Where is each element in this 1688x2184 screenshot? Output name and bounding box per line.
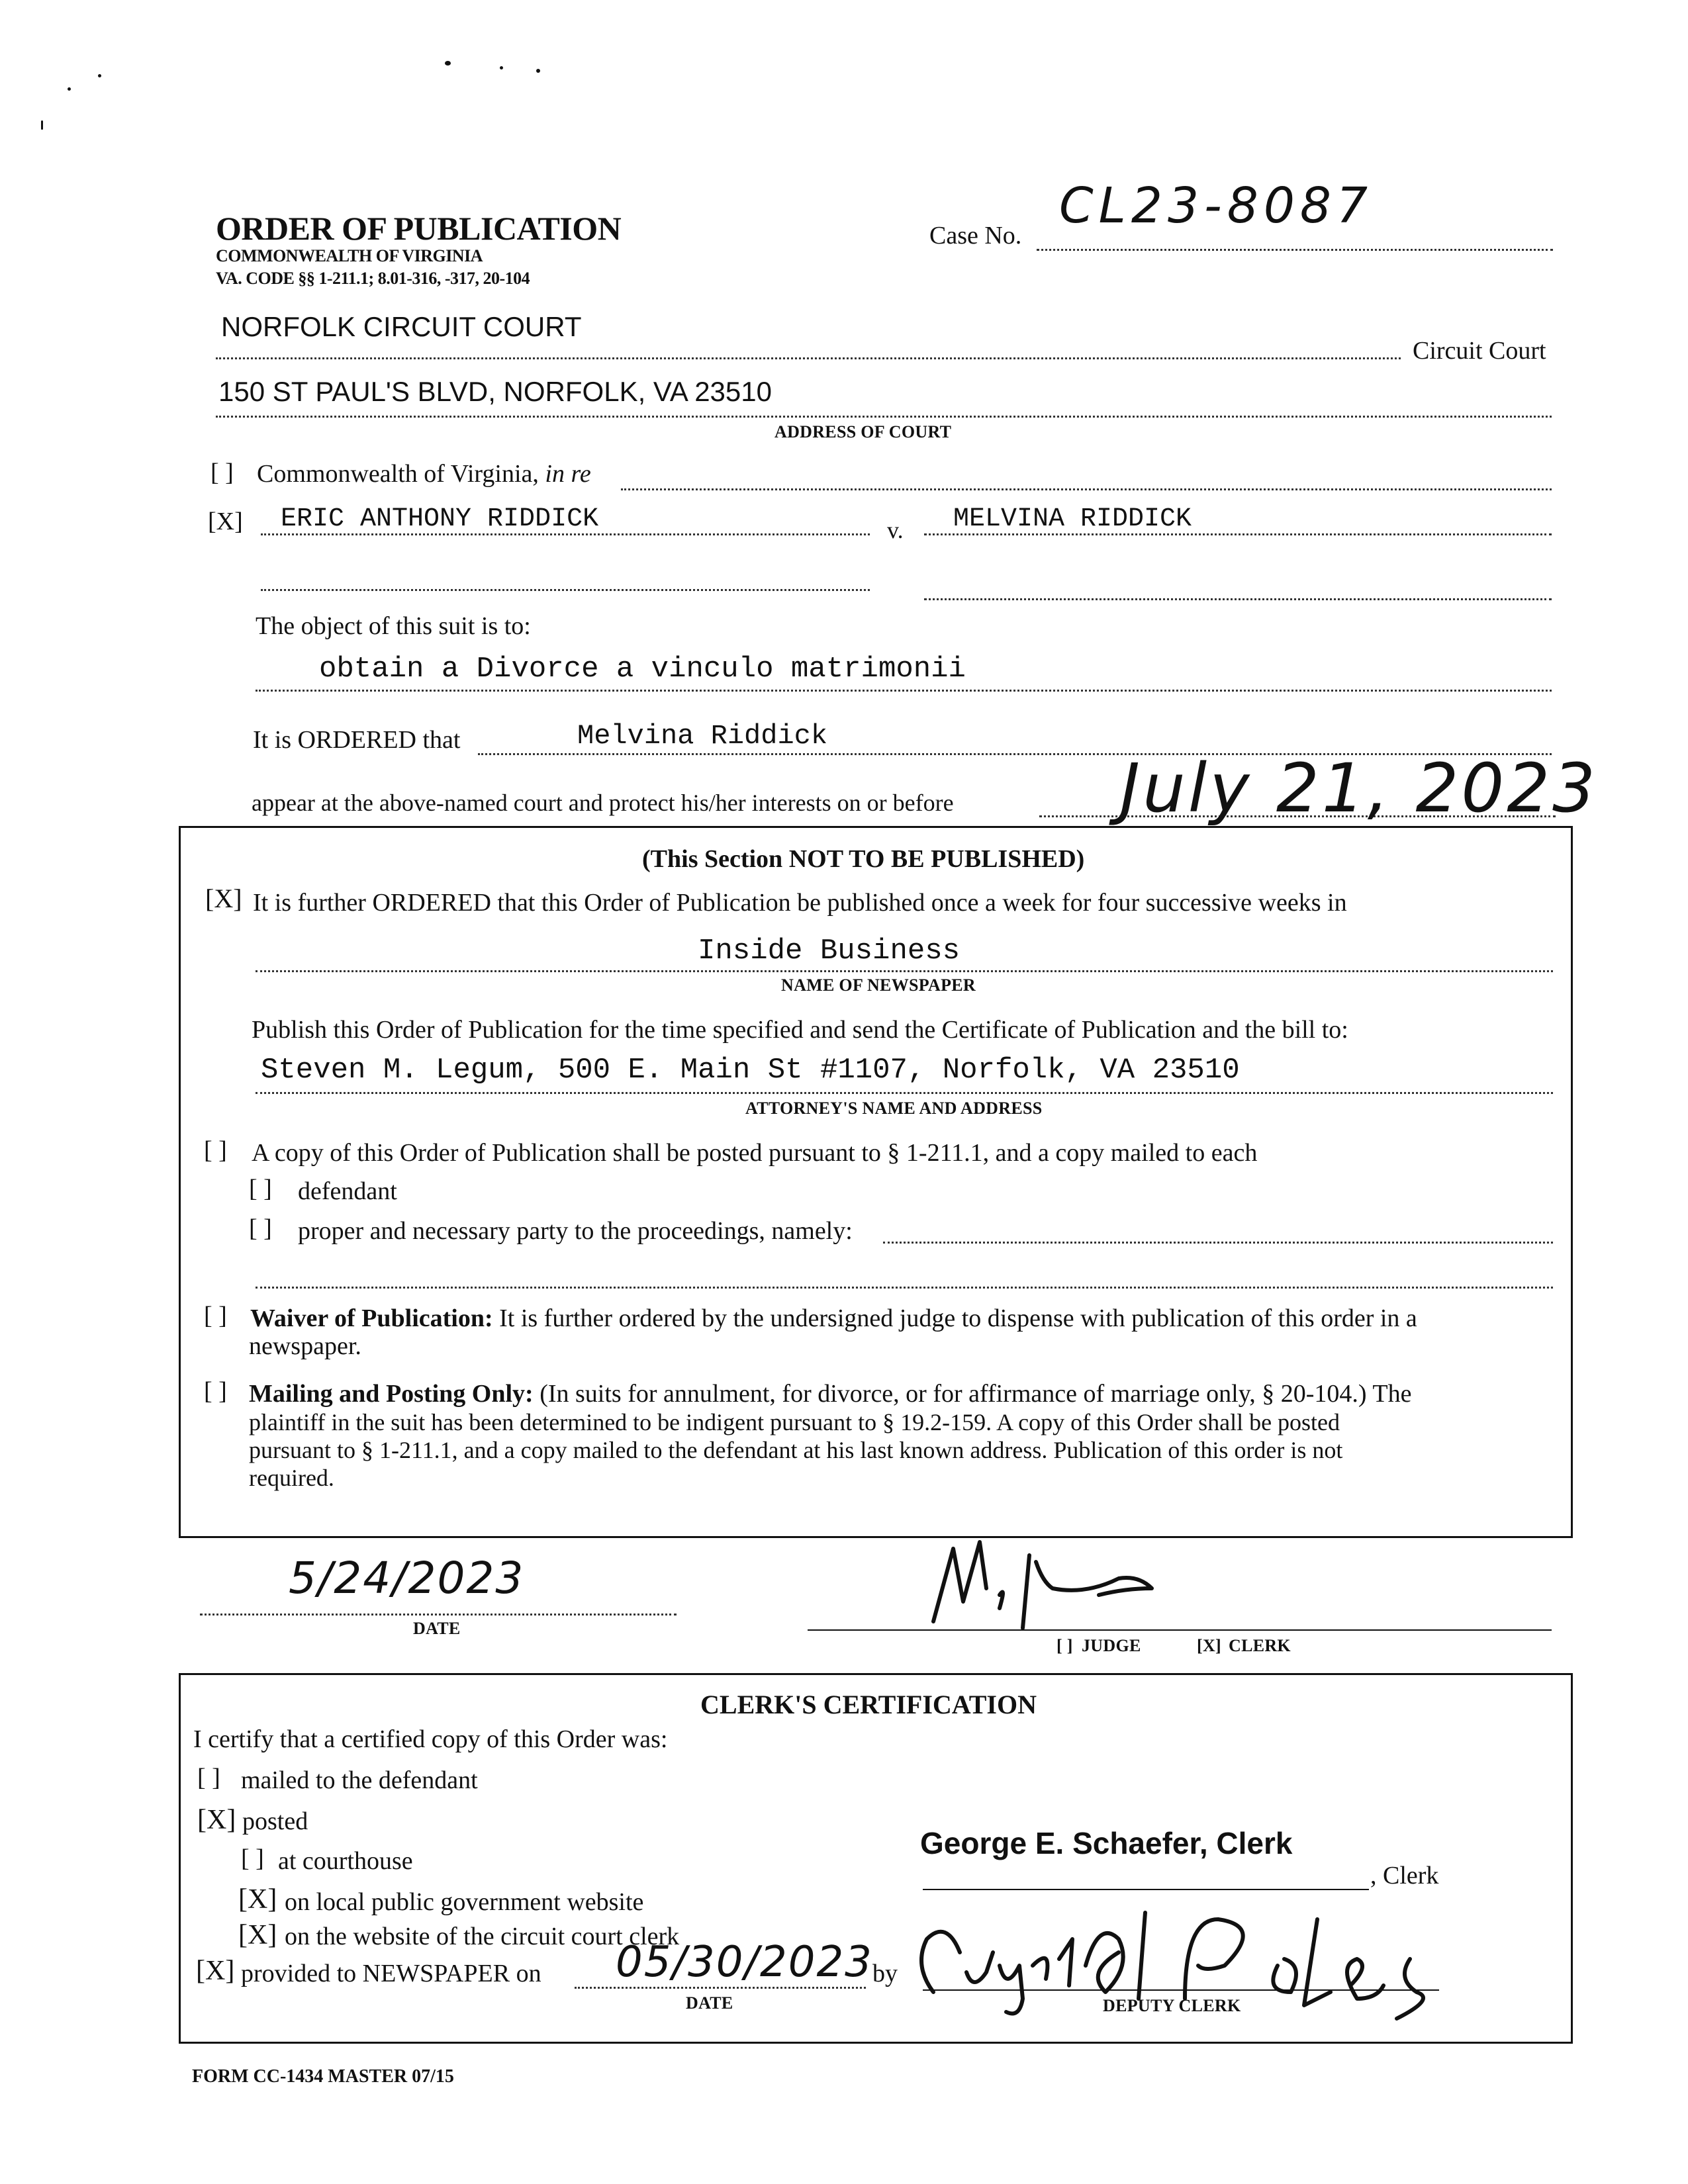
attorney-line (256, 1092, 1553, 1094)
newspaper-line (256, 970, 1553, 972)
clerk-stamp: George E. Schaefer, Clerk (920, 1826, 1293, 1860)
appear-date: July 21, 2023 (1120, 749, 1599, 828)
clerk-checkbox[interactable]: [X] (1197, 1636, 1221, 1655)
ordered-label: It is ORDERED that (253, 726, 461, 754)
courthouse-checkbox[interactable]: [ ] (241, 1844, 264, 1872)
by-label: by (872, 1960, 898, 1987)
publish-text: It is further ORDERED that this Order of Publication be published once a week for four successive weeks in (253, 889, 1347, 917)
posted-copy-text: A copy of this Order of Publication shall be posted pursuant to § 1-211.1, and a copy mailed to each (252, 1139, 1258, 1167)
case-no-line (1037, 249, 1553, 251)
case-no-value: CL23-8087 (1059, 177, 1374, 234)
plaintiff-line-2 (261, 589, 870, 591)
clerk-website-checkbox[interactable]: [X] (238, 1920, 277, 1950)
newspaper-provided-checkbox[interactable]: [X] (196, 1956, 235, 1986)
commonwealth-checkbox[interactable]: [ ] (211, 459, 234, 486)
mailing-line-1 (249, 1379, 1411, 1408)
mailing-line-2: plaintiff in the suit has been determined to be indigent pursuant to § 19.2-159. A copy of this Order shall be posted (249, 1409, 1340, 1435)
parties-checkbox[interactable]: [X] (208, 508, 243, 535)
clerk-cert-heading: CLERK'S CERTIFICATION (700, 1690, 1037, 1719)
scan-speck (445, 61, 451, 66)
clerk-name-line (923, 1889, 1369, 1890)
plaintiff-line (261, 533, 870, 535)
party-checkbox[interactable]: [ ] (249, 1214, 272, 1242)
mailing-checkbox[interactable]: [ ] (204, 1377, 227, 1405)
defendant-option: defendant (298, 1177, 397, 1205)
not-published-heading: (This Section NOT TO BE PUBLISHED) (642, 845, 1085, 873)
judge-label: JUDGE (1082, 1636, 1141, 1655)
commonwealth-text: Commonwealth of Virginia, (257, 460, 539, 488)
newspaper-date-caption: DATE (686, 1993, 733, 2013)
newspaper-provided-option: provided to NEWSPAPER on (241, 1960, 541, 1987)
mailing-text: (In suits for annulment, for divorce, or for affirmance of marriage only, § 20-104.) The (539, 1380, 1412, 1408)
court-name-line (216, 357, 1401, 359)
publish-checkbox[interactable]: [X] (205, 884, 242, 913)
mailed-checkbox[interactable]: [ ] (197, 1764, 220, 1792)
court-suffix: Circuit Court (1413, 337, 1546, 365)
newspaper-provided-line (575, 1987, 866, 1989)
waiver-title: Waiver of Publication: (250, 1304, 493, 1332)
defendant-line-2 (924, 598, 1552, 600)
mailing-title: Mailing and Posting Only: (249, 1380, 534, 1408)
order-date-caption: DATE (413, 1619, 461, 1638)
address-caption: ADDRESS OF COURT (774, 422, 952, 441)
clerk-cert-intro: I certify that a certified copy of this Order was: (193, 1725, 668, 1753)
posted-checkbox[interactable]: [X] (197, 1805, 236, 1835)
attorney-caption: ATTORNEY'S NAME AND ADDRESS (745, 1099, 1043, 1118)
posted-option: posted (242, 1807, 308, 1835)
order-date-line (200, 1614, 677, 1615)
order-date: 5/24/2023 (289, 1553, 525, 1604)
object-value: obtain a Divorce a vinculo matrimonii (319, 653, 966, 686)
send-text: Publish this Order of Publication for the time specified and send the Certificate of Publication and the bill to: (252, 1016, 1348, 1044)
scan-speck (98, 74, 101, 77)
defendant-line (924, 533, 1552, 535)
newspaper-provided-date: 05/30/2023 (616, 1938, 873, 1987)
object-label: The object of this suit is to: (256, 612, 531, 640)
court-name: NORFOLK CIRCUIT COURT (221, 311, 582, 342)
mailing-line-4: required. (249, 1465, 334, 1491)
appear-text: appear at the above-named court and protect his/her interests on or before (252, 790, 954, 816)
waiver-text: It is further ordered by the undersigned judge to dispense with publication of this order in a (499, 1304, 1417, 1332)
scan-speck (41, 120, 43, 130)
waiver-line-1 (250, 1304, 1417, 1333)
newspaper-name: Inside Business (698, 934, 961, 968)
party-option: proper and necessary party to the proceedings, namely: (298, 1217, 853, 1245)
attorney-info: Steven M. Legum, 500 E. Main St #1107, Norfolk, VA 23510 (261, 1054, 1240, 1087)
deputy-clerk-caption: DEPUTY CLERK (1103, 1996, 1241, 2015)
party-line (883, 1242, 1553, 1244)
deputy-clerk-line (923, 1989, 1439, 1991)
ordered-name: Melvina Riddick (577, 720, 828, 752)
scan-speck (68, 87, 71, 91)
waiver-checkbox[interactable]: [ ] (204, 1302, 227, 1330)
courthouse-option: at courthouse (278, 1847, 413, 1875)
form-number: FORM CC-1434 MASTER 07/15 (192, 2066, 454, 2087)
in-re-text: in re (545, 460, 591, 488)
court-address-line (216, 416, 1552, 418)
party-line-2 (256, 1287, 1553, 1289)
defendant-name: MELVINA RIDDICK (953, 504, 1192, 534)
newspaper-caption: NAME OF NEWSPAPER (781, 976, 976, 995)
in-re-line (621, 488, 1552, 490)
judge-clerk-line (808, 1629, 1552, 1631)
scan-speck (536, 69, 540, 73)
clerk-website-option: on the website of the circuit court clerk (285, 1923, 680, 1950)
waiver-line-2: newspaper. (249, 1332, 361, 1360)
mailed-option: mailed to the defendant (241, 1766, 478, 1794)
case-no-label: Case No. (929, 222, 1022, 250)
clerk-label: CLERK (1229, 1636, 1291, 1655)
clerk-suffix: , Clerk (1370, 1862, 1439, 1889)
posted-copy-checkbox[interactable]: [ ] (204, 1136, 227, 1164)
mailing-line-3: pursuant to § 1-211.1, and a copy mailed to the defendant at his last known address. Publication of this order is not (249, 1437, 1343, 1463)
local-website-option: on local public government website (285, 1888, 644, 1916)
scan-speck (500, 66, 503, 69)
form-title: ORDER OF PUBLICATION (216, 210, 622, 247)
object-line (256, 690, 1552, 692)
plaintiff-name: ERIC ANTHONY RIDDICK (281, 504, 599, 534)
defendant-checkbox[interactable]: [ ] (249, 1175, 272, 1203)
judge-checkbox[interactable]: [ ] (1056, 1636, 1073, 1655)
commonwealth-label: COMMONWEALTH OF VIRGINIA (216, 246, 483, 265)
court-address: 150 ST PAUL'S BLVD, NORFOLK, VA 23510 (218, 376, 772, 407)
versus-label: v. (887, 517, 904, 543)
local-website-checkbox[interactable]: [X] (238, 1884, 277, 1915)
commonwealth-in-re-label (257, 459, 591, 488)
statute-code: VA. CODE §§ 1-211.1; 8.01-316, -317, 20-104 (216, 269, 530, 288)
